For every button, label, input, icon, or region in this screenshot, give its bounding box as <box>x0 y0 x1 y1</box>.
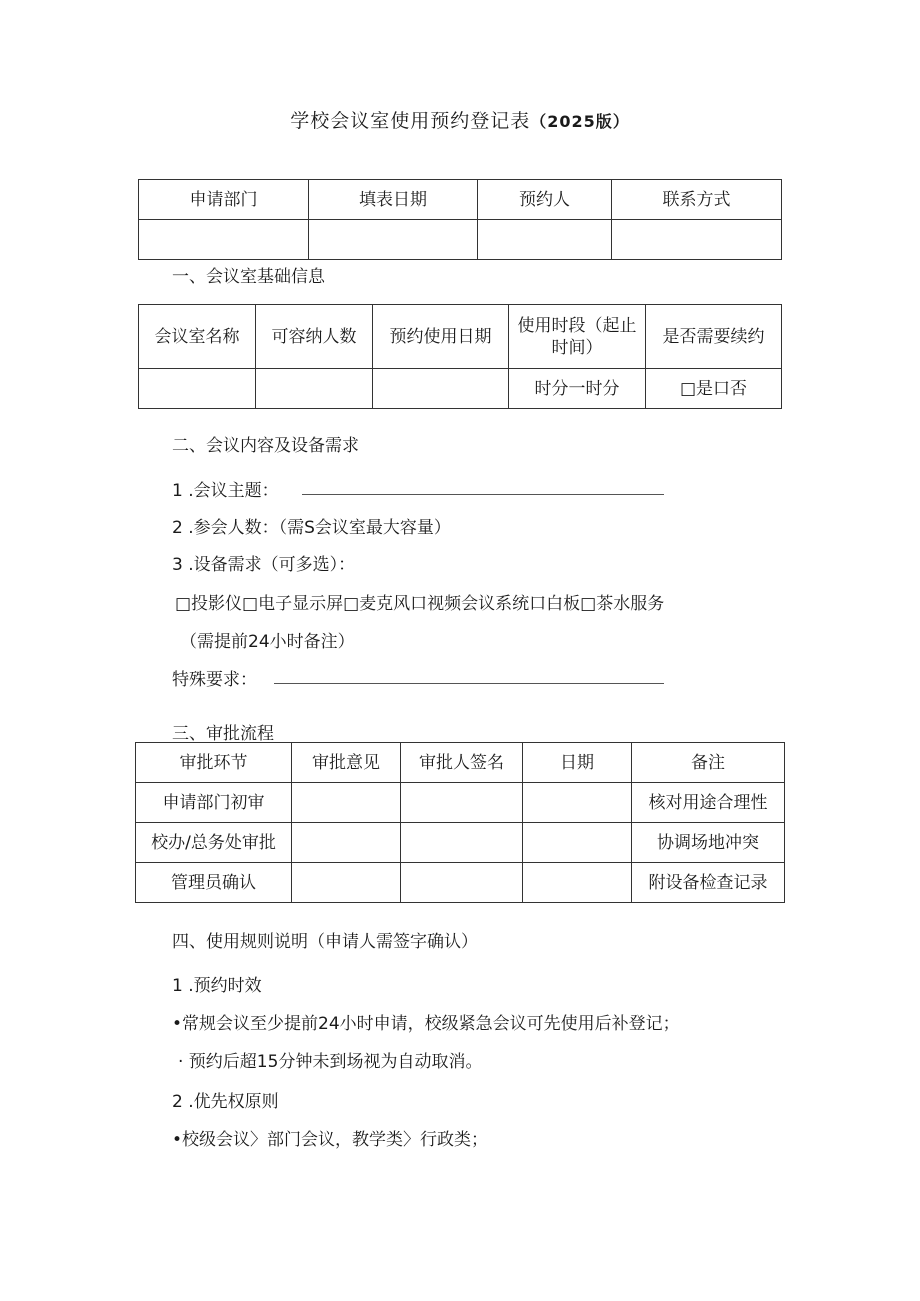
approval-note: 附设备检查记录 <box>632 863 785 903</box>
title-year: （2025版） <box>530 112 630 131</box>
header-time-slot: 使用时段（起止时间） <box>509 305 646 369</box>
rule1-line2: · 预约后超15分钟未到场视为自动取消。 <box>178 1052 483 1072</box>
topic-label: 1 .会议主题： <box>172 481 279 501</box>
room-name-field[interactable] <box>139 369 256 409</box>
signature-field[interactable] <box>401 863 523 903</box>
topic-row <box>172 476 279 501</box>
header-booker: 预约人 <box>478 180 612 220</box>
rule2-title: 2 .优先权原则 <box>172 1092 279 1112</box>
table-row <box>136 783 785 823</box>
approval-step: 管理员确认 <box>136 863 292 903</box>
rule1-line1: •常规会议至少提前24小时申请，校级紧急会议可先使用后补登记； <box>172 1014 680 1034</box>
opinion-field[interactable] <box>292 783 401 823</box>
header-approval-step: 审批环节 <box>136 743 292 783</box>
table-row <box>136 863 785 903</box>
approval-note: 协调场地冲突 <box>632 823 785 863</box>
special-input[interactable] <box>274 665 664 684</box>
special-label: 特殊要求： <box>172 670 257 690</box>
capacity-field[interactable] <box>256 369 373 409</box>
time-slot-field[interactable]: 时分一时分 <box>509 369 646 409</box>
renew-checkbox-field[interactable]: □是口否 <box>646 369 782 409</box>
rule2-line1: •校级会议〉部门会议，教学类〉行政类； <box>172 1130 489 1150</box>
booking-date-field[interactable] <box>373 369 509 409</box>
page-title <box>0 106 920 133</box>
date-field[interactable] <box>523 783 632 823</box>
title-main: 学校会议室使用预约登记表 <box>290 110 531 132</box>
equipment-options[interactable]: □投影仪□电子显示屏□麦克风口视频会议系统口白板□茶水服务 <box>175 594 665 614</box>
header-renew: 是否需要续约 <box>646 305 782 369</box>
contact-field[interactable] <box>612 220 782 260</box>
approval-note: 核对用途合理性 <box>632 783 785 823</box>
section3-heading: 三、审批流程 <box>172 724 274 744</box>
signature-field[interactable] <box>401 783 523 823</box>
header-approval-opinion: 审批意见 <box>292 743 401 783</box>
header-capacity: 可容纳人数 <box>256 305 373 369</box>
approval-table <box>135 742 785 903</box>
rule1-title: 1 .预约时效 <box>172 976 262 996</box>
header-remarks: 备注 <box>632 743 785 783</box>
header-department: 申请部门 <box>139 180 309 220</box>
approval-step: 校办/总务处审批 <box>136 823 292 863</box>
applicant-table <box>138 179 782 260</box>
opinion-field[interactable] <box>292 863 401 903</box>
section4-heading: 四、使用规则说明（申请人需签字确认） <box>172 932 478 952</box>
department-field[interactable] <box>139 220 309 260</box>
header-approver-signature: 审批人签名 <box>401 743 523 783</box>
attendees-label: 2 .参会人数：（需S会议室最大容量） <box>172 518 451 538</box>
date-field[interactable] <box>523 823 632 863</box>
header-approval-date: 日期 <box>523 743 632 783</box>
equipment-label: 3 .设备需求（可多选）： <box>172 555 356 575</box>
room-info-table <box>138 304 782 409</box>
header-booking-date: 预约使用日期 <box>373 305 509 369</box>
equipment-note: （需提前24小时备注） <box>180 632 355 652</box>
date-field[interactable] <box>523 863 632 903</box>
topic-input[interactable] <box>302 476 664 495</box>
approval-step: 申请部门初审 <box>136 783 292 823</box>
header-contact: 联系方式 <box>612 180 782 220</box>
opinion-field[interactable] <box>292 823 401 863</box>
booker-field[interactable] <box>478 220 612 260</box>
signature-field[interactable] <box>401 823 523 863</box>
header-fill-date: 填表日期 <box>309 180 478 220</box>
fill-date-field[interactable] <box>309 220 478 260</box>
section2-heading: 二、会议内容及设备需求 <box>172 436 359 456</box>
table-row <box>136 823 785 863</box>
section1-heading: 一、会议室基础信息 <box>172 267 325 287</box>
header-room-name: 会议室名称 <box>139 305 256 369</box>
